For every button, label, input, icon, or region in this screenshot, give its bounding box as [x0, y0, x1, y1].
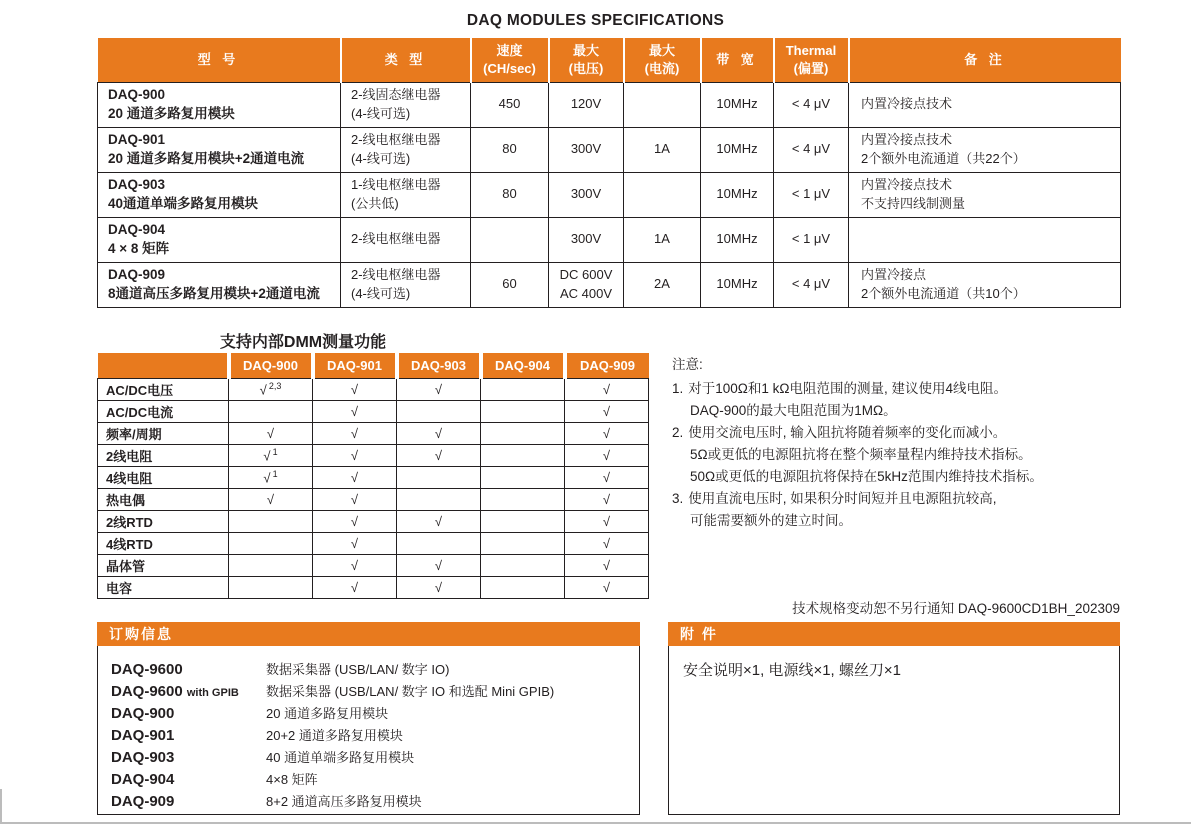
dmm-row	[98, 378, 649, 400]
dmm-check-cell: √	[565, 532, 649, 554]
dmm-check-cell: √	[313, 554, 397, 576]
dmm-check-cell	[229, 510, 313, 532]
spec-cell-remark	[849, 217, 1121, 262]
spec-cell-bandwidth: 10MHz	[701, 262, 774, 307]
dmm-row-label: 4线RTD	[98, 532, 229, 554]
dmm-check-cell: √	[565, 510, 649, 532]
ordering-row	[111, 681, 639, 703]
dmm-header-daq-901: DAQ-901	[313, 353, 397, 378]
spec-cell-remark: 内置冷接点 2个额外电流通道（共10个）	[849, 262, 1121, 307]
dmm-check-cell: √	[397, 444, 481, 466]
spec-cell-remark: 内置冷接点技术 不支持四线制测量	[849, 172, 1121, 217]
spec-header-model: 型 号	[98, 38, 341, 82]
note-line: DAQ-900的最大电阻范围为1MΩ。	[690, 403, 897, 418]
dmm-check-cell	[397, 466, 481, 488]
dmm-check-cell: √	[565, 400, 649, 422]
spec-cell-max-voltage: 300V	[549, 127, 624, 172]
dmm-row	[98, 532, 649, 554]
spec-cell-speed: 450	[471, 82, 549, 127]
dmm-check-cell	[397, 488, 481, 510]
spec-cell-model: DAQ-900 20 通道多路复用模块	[98, 82, 341, 127]
dmm-check-cell: √	[565, 444, 649, 466]
ordering-desc: 数据采集器 (USB/LAN/ 数字 IO)	[266, 662, 450, 677]
ordering-model: DAQ-901	[111, 727, 175, 744]
spec-row-daq-900	[98, 82, 1121, 127]
spec-header-remark: 备 注	[849, 38, 1121, 82]
spec-cell-bandwidth: 10MHz	[701, 172, 774, 217]
dmm-row-label: 2线电阻	[98, 444, 229, 466]
dmm-check-cell: √	[313, 400, 397, 422]
ordering-desc: 20+2 通道多路复用模块	[266, 728, 403, 743]
dmm-row-label: 热电偶	[98, 488, 229, 510]
spec-cell-type: 2-线电枢继电器 (4-线可选)	[341, 127, 471, 172]
dmm-row	[98, 510, 649, 532]
ordering-info-title: 订购信息	[97, 622, 640, 646]
dmm-check-cell	[481, 400, 565, 422]
spec-cell-bandwidth: 10MHz	[701, 217, 774, 262]
accessories-box	[668, 622, 1120, 815]
dmm-check-cell: √	[229, 488, 313, 510]
dmm-header-daq-903: DAQ-903	[397, 353, 481, 378]
ordering-model: DAQ-904	[111, 771, 175, 788]
dmm-row	[98, 488, 649, 510]
dmm-check-cell	[481, 554, 565, 576]
dmm-check-cell: √	[397, 378, 481, 400]
dmm-check-cell: √	[397, 576, 481, 598]
spec-cell-max-voltage: 300V	[549, 217, 624, 262]
notes-title: 注意:	[672, 357, 703, 372]
spec-cell-speed	[471, 217, 549, 262]
spec-header-row	[98, 38, 1121, 82]
spec-cell-model: DAQ-909 8通道高压多路复用模块+2通道电流	[98, 262, 341, 307]
dmm-check-cell: √	[565, 554, 649, 576]
spec-cell-bandwidth: 10MHz	[701, 127, 774, 172]
dmm-row	[98, 400, 649, 422]
note-line: 3. 使用直流电压时, 如果积分时间短并且电源阻抗较高,	[672, 491, 997, 506]
dmm-check-cell: √ $^{2,3}$	[229, 378, 313, 400]
ordering-row	[111, 747, 639, 769]
spec-cell-type: 2-线电枢继电器	[341, 217, 471, 262]
spec-cell-bandwidth: 10MHz	[701, 82, 774, 127]
spec-header-type: 类 型	[341, 38, 471, 82]
spec-cell-model: DAQ-904 4 × 8 矩阵	[98, 217, 341, 262]
dmm-check-cell	[481, 488, 565, 510]
spec-cell-thermal: < 1 μV	[774, 217, 849, 262]
spec-cell-remark: 内置冷接点技术	[849, 82, 1121, 127]
spec-cell-max-current: 1A	[624, 217, 701, 262]
dmm-check-cell	[397, 532, 481, 554]
ordering-desc: 8+2 通道高压多路复用模块	[266, 794, 422, 809]
spec-cell-speed: 80	[471, 172, 549, 217]
spec-row-daq-903	[98, 172, 1121, 217]
dmm-check-cell: √	[397, 554, 481, 576]
ordering-desc: 4×8 矩阵	[266, 772, 318, 787]
dmm-row-label: AC/DC电压	[98, 378, 229, 400]
dmm-row-label: 频率/周期	[98, 422, 229, 444]
spec-cell-type: 2-线固态继电器 (4-线可选)	[341, 82, 471, 127]
ordering-desc: 40 通道单端多路复用模块	[266, 750, 415, 765]
dmm-header-row	[98, 353, 649, 378]
note-line: 可能需要额外的建立时间。	[690, 513, 852, 528]
spec-row-daq-901	[98, 127, 1121, 172]
dmm-check-cell	[229, 532, 313, 554]
spec-cell-max-current	[624, 172, 701, 217]
spec-cell-max-current: 2A	[624, 262, 701, 307]
dmm-check-cell	[481, 532, 565, 554]
spec-header-max-voltage: 最大 (电压)	[549, 38, 624, 82]
dmm-check-cell: √	[313, 532, 397, 554]
spec-cell-max-voltage: DC 600V AC 400V	[549, 262, 624, 307]
ordering-info-box	[97, 622, 640, 815]
dmm-check-cell: √	[313, 378, 397, 400]
spec-cell-thermal: < 4 μV	[774, 82, 849, 127]
spec-cell-max-current	[624, 82, 701, 127]
note-line: 5Ω或更低的电源阻抗将在整个频率量程内维持技术指标。	[690, 447, 1032, 462]
ordering-row	[111, 769, 639, 791]
note-line: 1. 对于100Ω和1 kΩ电阻范围的测量, 建议使用4线电阻。	[672, 381, 1007, 396]
ordering-desc: 数据采集器 (USB/LAN/ 数字 IO 和选配 Mini GPIB)	[266, 684, 555, 699]
dmm-check-cell	[481, 422, 565, 444]
dmm-header-corner	[98, 353, 229, 378]
spec-cell-type: 2-线电枢继电器 (4-线可选)	[341, 262, 471, 307]
dmm-check-cell: √	[565, 466, 649, 488]
spec-cell-speed: 60	[471, 262, 549, 307]
dmm-check-cell: √ $^1$	[229, 466, 313, 488]
dmm-check-cell: √	[565, 576, 649, 598]
accessories-title: 附 件	[668, 622, 1120, 646]
spec-cell-thermal: < 4 μV	[774, 262, 849, 307]
dmm-check-cell: √	[397, 422, 481, 444]
dmm-row-label: 2线RTD	[98, 510, 229, 532]
dmm-check-cell: √	[313, 510, 397, 532]
spec-header-bandwidth: 带 宽	[701, 38, 774, 82]
page-title: DAQ MODULES SPECIFICATIONS	[466, 12, 725, 29]
spec-cell-type: 1-线电枢继电器 (公共低)	[341, 172, 471, 217]
dmm-header-daq-904: DAQ-904	[481, 353, 565, 378]
dmm-check-cell: √	[565, 422, 649, 444]
spec-row-daq-904	[98, 217, 1121, 262]
ordering-row	[111, 791, 639, 813]
spec-cell-thermal: < 1 μV	[774, 172, 849, 217]
dmm-row	[98, 444, 649, 466]
dmm-check-cell	[229, 554, 313, 576]
dmm-row-label: 4线电阻	[98, 466, 229, 488]
dmm-check-cell: √	[565, 488, 649, 510]
spec-cell-remark: 内置冷接点技术 2个额外电流通道（共22个）	[849, 127, 1121, 172]
note-line: 50Ω或更低的电源阻抗将保持在5kHz范围内维持技术指标。	[690, 469, 1043, 484]
dmm-check-cell	[229, 400, 313, 422]
dmm-table	[97, 353, 649, 599]
dmm-row	[98, 466, 649, 488]
dmm-check-cell	[481, 576, 565, 598]
dmm-header-daq-909: DAQ-909	[565, 353, 649, 378]
ordering-model: DAQ-9600	[111, 661, 183, 678]
dmm-row	[98, 576, 649, 598]
spec-cell-max-current: 1A	[624, 127, 701, 172]
dmm-check-cell	[481, 510, 565, 532]
spec-header-max-current: 最大 (电流)	[624, 38, 701, 82]
spec-header-speed: 速度 (CH/sec)	[471, 38, 549, 82]
ordering-desc: 20 通道多路复用模块	[266, 706, 389, 721]
spec-table	[97, 38, 1121, 308]
dmm-check-cell: √	[313, 488, 397, 510]
spec-cell-speed: 80	[471, 127, 549, 172]
ordering-model: DAQ-900	[111, 705, 175, 722]
dmm-check-cell: √	[313, 466, 397, 488]
page-edge-line-bottom	[0, 822, 1191, 824]
ordering-row	[111, 659, 639, 681]
dmm-table-title: 支持内部DMM测量功能	[219, 334, 387, 351]
dmm-check-cell: √	[313, 422, 397, 444]
dmm-check-cell	[481, 466, 565, 488]
dmm-header-daq-900: DAQ-900	[229, 353, 313, 378]
dmm-row	[98, 554, 649, 576]
dmm-row-label: AC/DC电流	[98, 400, 229, 422]
notes-section	[672, 354, 1043, 532]
page-edge-line-left	[0, 789, 2, 824]
spec-cell-model: DAQ-903 40通道单端多路复用模块	[98, 172, 341, 217]
accessories-content: 安全说明×1, 电源线×1, 螺丝刀×1	[683, 662, 901, 679]
dmm-check-cell	[481, 378, 565, 400]
dmm-check-cell	[229, 576, 313, 598]
dmm-check-cell: √	[313, 444, 397, 466]
dmm-check-cell: √	[565, 378, 649, 400]
spec-cell-thermal: < 4 μV	[774, 127, 849, 172]
ordering-model: DAQ-909	[111, 793, 175, 810]
ordering-row	[111, 725, 639, 747]
dmm-row	[98, 422, 649, 444]
ordering-rows	[98, 646, 639, 813]
ordering-model: DAQ-903	[111, 749, 175, 766]
spec-row-daq-909	[98, 262, 1121, 307]
spec-cell-max-voltage: 300V	[549, 172, 624, 217]
dmm-row-label: 电容	[98, 576, 229, 598]
revision-note: 技术规格变动恕不另行通知 DAQ-9600CD1BH_202309	[792, 601, 1120, 616]
dmm-check-cell	[397, 400, 481, 422]
dmm-check-cell: √	[397, 510, 481, 532]
spec-cell-model: DAQ-901 20 通道多路复用模块+2通道电流	[98, 127, 341, 172]
dmm-check-cell	[481, 444, 565, 466]
dmm-check-cell: √	[313, 576, 397, 598]
spec-cell-max-voltage: 120V	[549, 82, 624, 127]
dmm-row-label: 晶体管	[98, 554, 229, 576]
ordering-row	[111, 703, 639, 725]
dmm-check-cell: √	[229, 422, 313, 444]
spec-header-thermal: Thermal (偏置)	[774, 38, 849, 82]
note-line: 2. 使用交流电压时, 输入阻抗将随着频率的变化而减小。	[672, 425, 1007, 440]
ordering-model: DAQ-9600 with GPIB	[111, 683, 239, 700]
dmm-check-cell: √ $^1$	[229, 444, 313, 466]
